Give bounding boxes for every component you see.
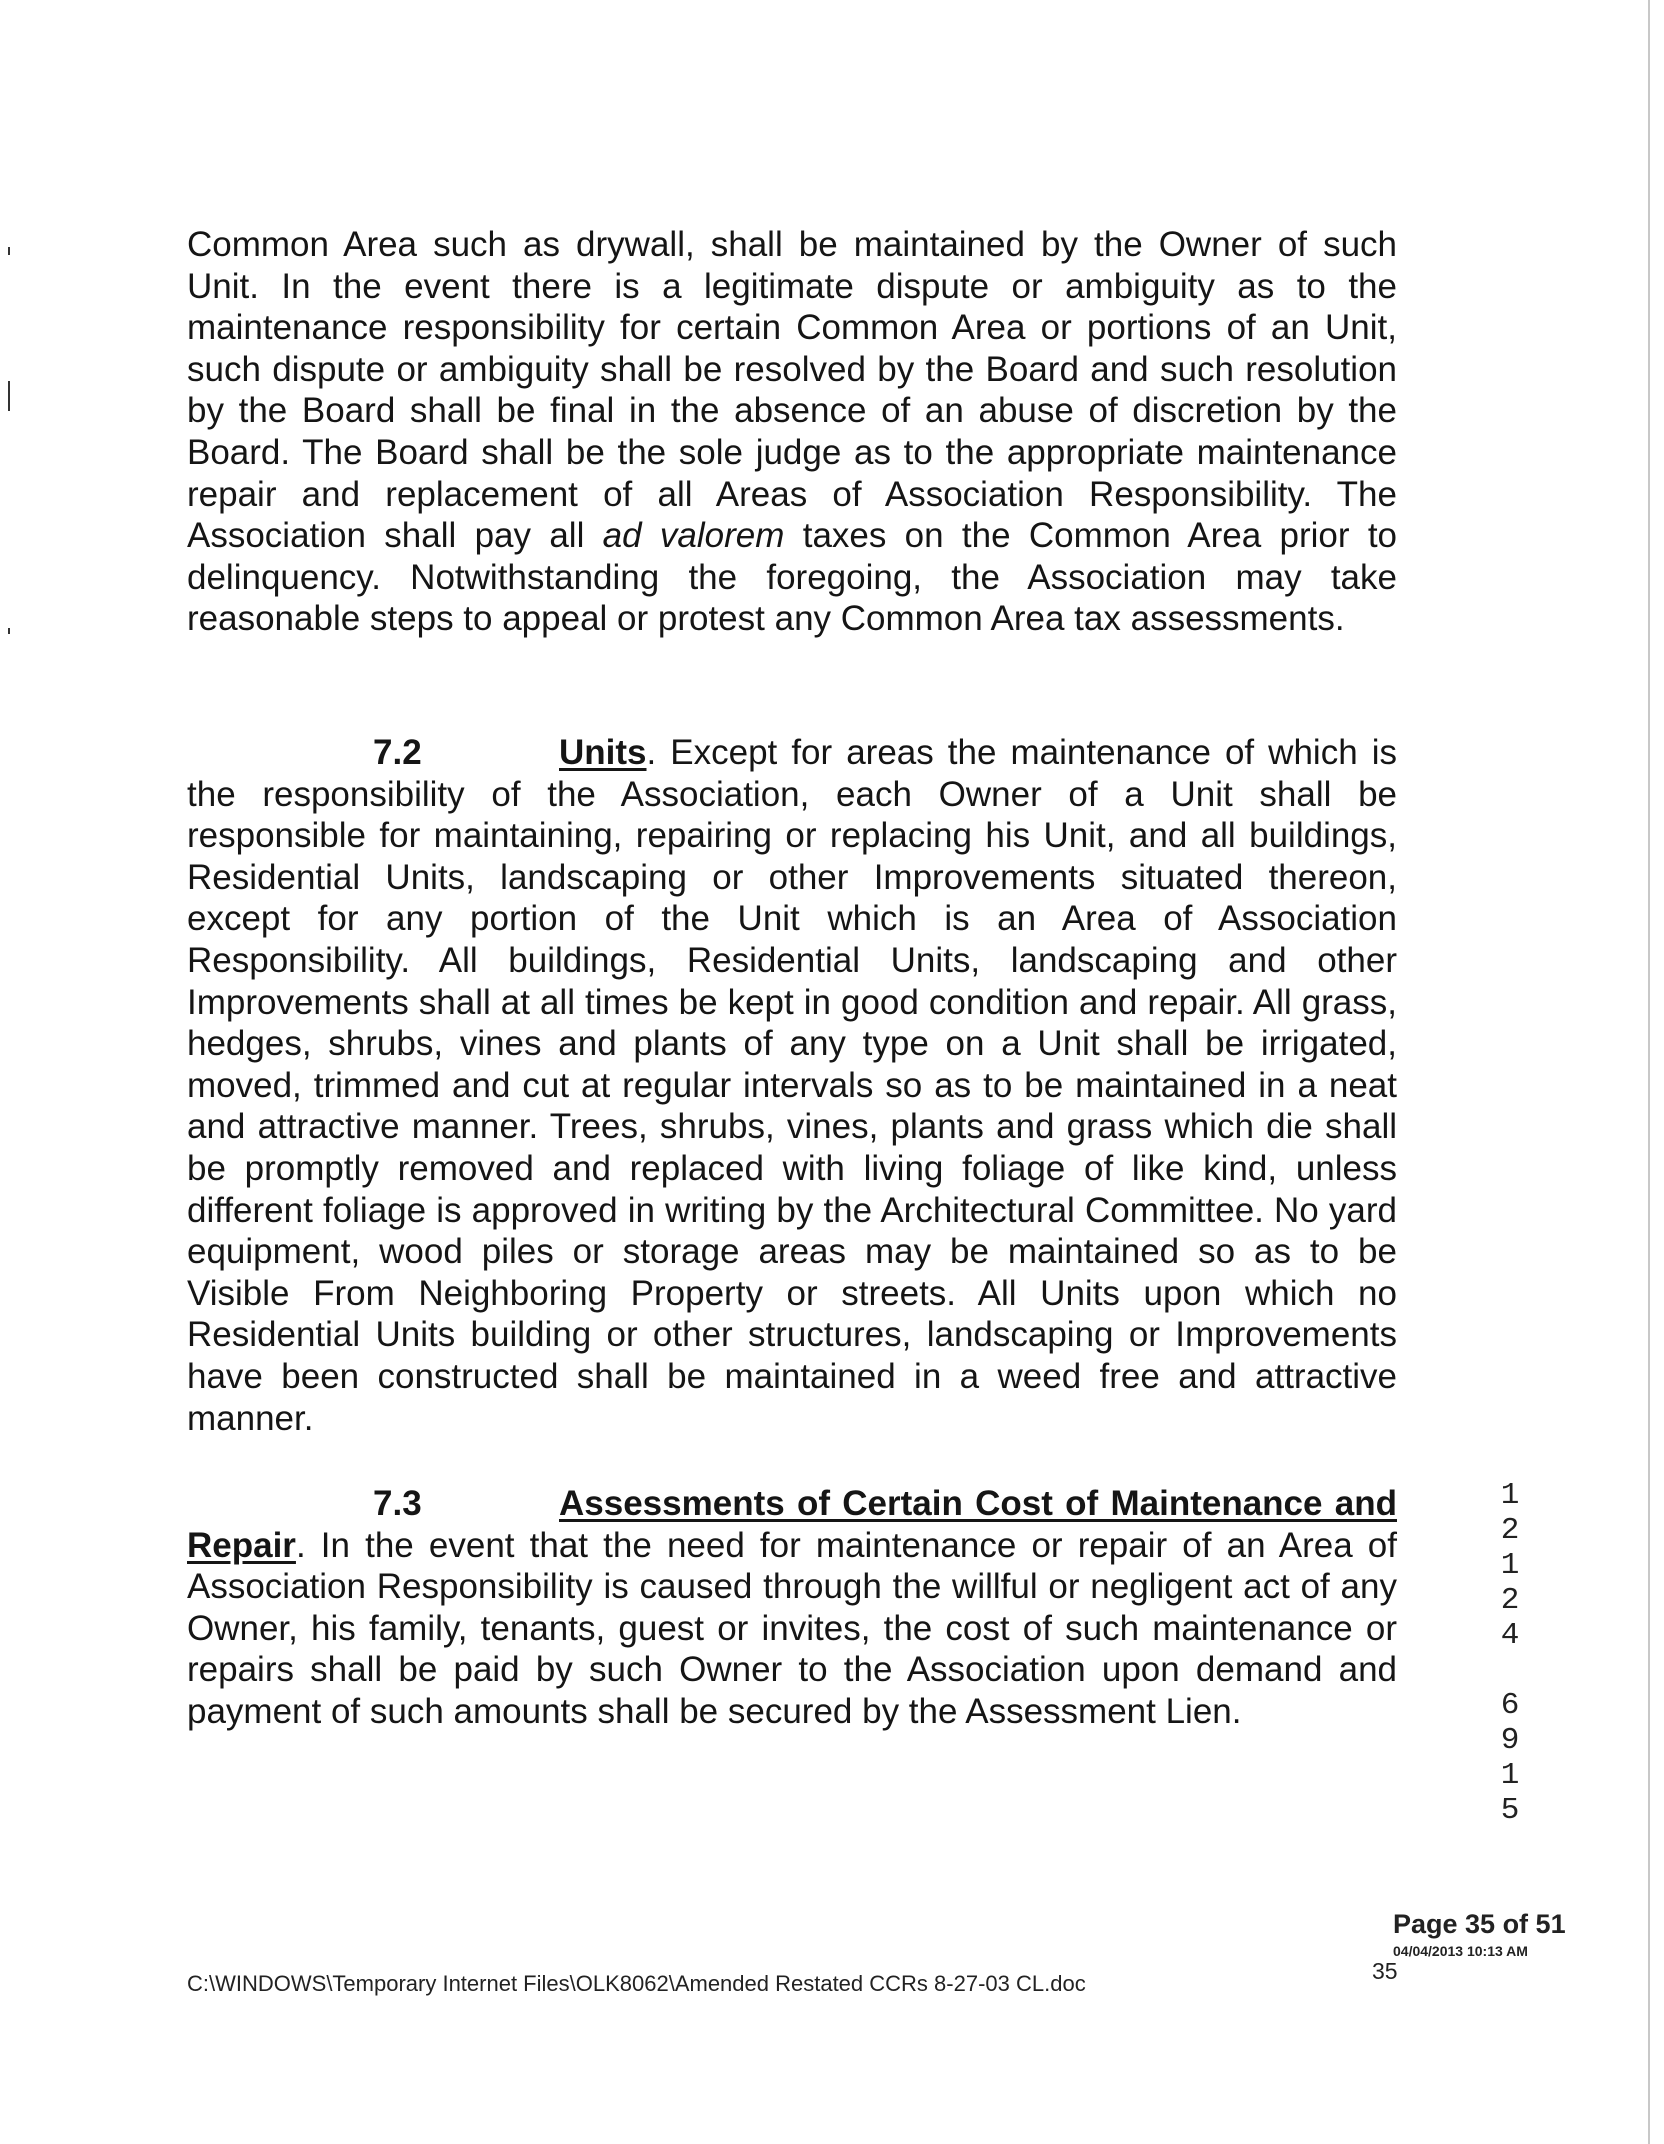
recording-digit: 2	[1500, 1583, 1520, 1618]
heading-punctuation: .	[295, 1525, 306, 1565]
scan-mark	[8, 628, 10, 634]
section-7-3	[187, 1483, 1397, 1733]
recording-digit: 1	[1500, 1758, 1520, 1793]
recording-digit: 5	[1500, 1793, 1520, 1828]
paragraph-text: taxes on the Common Area prior to delinquency. Notwithstanding the foregoing, the Association may take reasonable steps to appeal or protest any Common Area tax assessments.	[187, 516, 1398, 639]
recording-digit: 1	[1500, 1548, 1520, 1583]
section-heading: Assessments of Certain Cost of Maintenance and Repair	[187, 1484, 1397, 1565]
section-text: In the event that the need for maintenance or repair of an Area of Association Responsibility is caused through the willful or negligent act of any Owner, his family, tenants, guest or invites, the cost of such maintenance or repairs shall be paid by such Owner to the Association upon demand and payment of such amounts shall be secured by the Assessment Lien.	[187, 1525, 1397, 1731]
recording-digit: 1	[1500, 1478, 1520, 1513]
section-7-2	[187, 732, 1397, 1439]
section-number: 7.3	[373, 1484, 422, 1523]
print-timestamp: 04/04/2013 10:13 AM	[1393, 1943, 1528, 1959]
section-heading: Units	[559, 733, 647, 772]
scan-mark	[8, 247, 10, 255]
paragraph-common-area	[187, 224, 1397, 640]
paragraph-text: Common Area such as drywall, shall be maintained by the Owner of such Unit. In the event there is a legitimate dispute or ambiguity as to the maintenance responsibility for certain Common Area or portions of an Unit, such dispute or ambiguity shall be resolved by the Board and such resolution by the Board shall be final in the absence of an abuse of discretion by the Board. The Board shall be the sole judge as to the appropriate maintenance repair and replacement of all Areas of Association Responsibility. The Association shall pay all	[187, 225, 1397, 556]
recording-gap	[1498, 1653, 1522, 1688]
page-count-label: Page 35 of 51	[1393, 1909, 1566, 1939]
section-number: 7.2	[373, 733, 422, 772]
section-text: Except for areas the maintenance of which is the responsibility of the Association, each Owner of a Unit shall be responsible for maintaining, repairing or replacing his Unit, and all buildings, Residential Units, landscaping or other Improvements situated thereon, except for any portion of the Unit which is an Area of Association Responsibility. All buildings, Residential Units, landscaping and other Improvements shall at all times be kept in good condition and repair. All grass, hedges, shrubs, vines and plants of any type on a Unit shall be irrigated, moved, trimmed and cut at regular intervals so as to be maintained in a neat and attractive manner. Trees, shrubs, vines, plants and grass which die shall be promptly removed and replaced with living foliage of like kind, unless different foliage is approved in writing by the Architectural Committee. No yard equipment, wood piles or storage areas may be maintained so as to be Visible From Neighboring Property or streets. All Units upon which no Residential Units building or other structures, landscaping or Improvements have been constructed shall be maintained in a weed free and attractive manner.	[187, 733, 1397, 1438]
recording-digit: 9	[1500, 1723, 1520, 1758]
page-number: 35	[1372, 1958, 1398, 1984]
page-edge-line	[1648, 0, 1650, 2144]
italic-term: ad valorem	[602, 516, 785, 556]
heading-punctuation: .	[646, 733, 657, 772]
recording-number	[1498, 1478, 1522, 1828]
file-path-footer: C:\WINDOWS\Temporary Internet Files\OLK8062\Amended Restated CCRs 8-27-03 CL.doc	[187, 1971, 1086, 1996]
recording-digit: 6	[1500, 1688, 1520, 1723]
scan-mark	[8, 381, 10, 411]
recording-digit: 4	[1500, 1618, 1520, 1653]
recording-digit: 2	[1500, 1513, 1520, 1548]
